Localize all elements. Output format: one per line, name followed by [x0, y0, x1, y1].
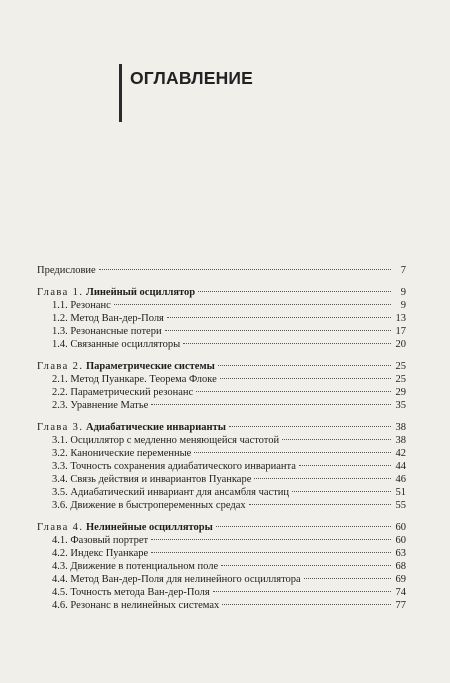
toc-page-number: 13: [395, 313, 406, 324]
toc-page-number: 74: [395, 587, 406, 598]
toc-section-label: 4.4. Метод Ван-дер-Поля для нелинейного осциллятора: [52, 574, 301, 585]
toc-section-label: 3.1. Осциллятор с медленно меняющейся частотой: [52, 435, 280, 446]
toc-page-number: 9: [400, 300, 406, 311]
chapter-title: Параметрические системы: [86, 361, 215, 372]
toc-section-label: 2.1. Метод Пуанкаре. Теорема Флоке: [52, 374, 217, 385]
toc-page-number: 68: [395, 561, 406, 572]
toc-section[interactable]: [37, 338, 406, 351]
toc-section-label: 2.2. Параметрический резонанс: [52, 387, 194, 398]
chapter-spacer: [37, 277, 406, 286]
toc-entry-preface[interactable]: [37, 264, 406, 277]
toc-page-number: 69: [395, 574, 406, 585]
toc-section-label: 2.3. Уравнение Матье: [52, 400, 149, 411]
toc-section[interactable]: [37, 586, 406, 599]
toc-section-label: 4.2. Индекс Пуанкаре: [52, 548, 149, 559]
dot-leader: [254, 478, 391, 479]
toc-chapter-4[interactable]: [37, 521, 406, 534]
toc-page-number: 38: [395, 435, 406, 446]
toc-section[interactable]: [37, 325, 406, 338]
toc-section-label: 4.5. Точность метода Ван-дер-Поля: [52, 587, 210, 598]
chapter-number: Глава 2.: [37, 361, 84, 372]
dot-leader: [221, 565, 391, 566]
toc-page-number: 60: [395, 535, 406, 546]
dot-leader: [151, 539, 391, 540]
dot-leader: [194, 452, 391, 453]
dot-leader: [151, 404, 391, 405]
chapter-title: Линейный осциллятор: [86, 287, 196, 298]
toc-page-number: 25: [395, 374, 406, 385]
toc-page-number: 20: [395, 339, 406, 350]
toc-page-number: 60: [395, 522, 406, 533]
toc-section[interactable]: [37, 560, 406, 573]
toc-section-label: 3.2. Канонические переменные: [52, 448, 192, 459]
toc-page-number: 9: [400, 287, 406, 298]
dot-leader: [222, 604, 391, 605]
toc-section-label: 4.3. Движение в потенциальном поле: [52, 561, 219, 572]
toc-section[interactable]: [37, 460, 406, 473]
toc-section[interactable]: [37, 399, 406, 412]
dot-leader: [216, 526, 391, 527]
dot-leader: [213, 591, 391, 592]
toc-section-label: 4.1. Фазовый портрет: [52, 535, 149, 546]
toc-section[interactable]: [37, 534, 406, 547]
dot-leader: [165, 330, 391, 331]
chapter-title: Нелинейные осцилляторы: [86, 522, 213, 533]
toc-entry-label: Предисловие: [37, 265, 96, 276]
dot-leader: [99, 269, 391, 270]
toc-section[interactable]: [37, 447, 406, 460]
toc-section-label: 1.3. Резонансные потери: [52, 326, 162, 337]
toc-chapter-1[interactable]: [37, 286, 406, 299]
toc-page-number: 25: [395, 361, 406, 372]
toc-section-label: 1.4. Связанные осцилляторы: [52, 339, 181, 350]
toc-section[interactable]: [37, 573, 406, 586]
toc-section-label: 3.6. Движение в быстропеременных средах: [52, 500, 246, 511]
toc-chapter-label: [37, 360, 215, 373]
toc-page-number: 35: [395, 400, 406, 411]
toc-page-number: 63: [395, 548, 406, 559]
dot-leader: [282, 439, 391, 440]
toc-page-number: 77: [395, 600, 406, 611]
toc-page-number: 55: [395, 500, 406, 511]
dot-leader: [220, 378, 391, 379]
toc-section[interactable]: [37, 599, 406, 612]
toc-page-number: 17: [395, 326, 406, 337]
toc-section[interactable]: [37, 486, 406, 499]
dot-leader: [151, 552, 391, 553]
chapter-number: Глава 4.: [37, 522, 84, 533]
dot-leader: [198, 291, 391, 292]
dot-leader: [196, 391, 391, 392]
toc-section[interactable]: [37, 386, 406, 399]
dot-leader: [249, 504, 391, 505]
toc-section-label: 1.1. Резонанс: [52, 300, 111, 311]
toc-section-label: 1.2. Метод Ван-дер-Поля: [52, 313, 164, 324]
toc-section[interactable]: [37, 312, 406, 325]
toc-chapter-3[interactable]: [37, 421, 406, 434]
chapter-title: Адиабатические инварианты: [86, 422, 226, 433]
toc-page-number: 38: [395, 422, 406, 433]
toc-chapter-label: [37, 421, 226, 434]
toc-page-number: 42: [395, 448, 406, 459]
toc-section[interactable]: [37, 299, 406, 312]
toc-page-number: 29: [395, 387, 406, 398]
toc-page-number: 46: [395, 474, 406, 485]
dot-leader: [114, 304, 391, 305]
toc-chapter-2[interactable]: [37, 360, 406, 373]
toc-section[interactable]: [37, 473, 406, 486]
chapter-spacer: [37, 512, 406, 521]
toc-chapter-label: [37, 521, 213, 534]
dot-leader: [183, 343, 391, 344]
toc-chapter-label: [37, 286, 195, 299]
toc-section-label: 3.3. Точность сохранения адиабатического инварианта: [52, 461, 296, 472]
page-title: ОГЛАВЛЕНИЕ: [130, 68, 254, 88]
dot-leader: [299, 465, 391, 466]
dot-leader: [218, 365, 391, 366]
chapter-spacer: [37, 412, 406, 421]
toc-section-label: 4.6. Резонанс в нелинейных системах: [52, 600, 220, 611]
chapter-number: Глава 3.: [37, 422, 84, 433]
toc-section[interactable]: [37, 547, 406, 560]
dot-leader: [292, 491, 391, 492]
chapter-spacer: [37, 351, 406, 360]
dot-leader: [167, 317, 391, 318]
dot-leader: [304, 578, 391, 579]
toc-section[interactable]: [37, 373, 406, 386]
toc-page-number: 44: [395, 461, 406, 472]
toc-section-label: 3.4. Связь действия и инвариантов Пуанкаре: [52, 474, 252, 485]
chapter-list: [37, 277, 406, 612]
table-of-contents: [37, 264, 406, 612]
toc-page-number: 51: [395, 487, 406, 498]
toc-section-label: 3.5. Адиабатический инвариант для ансамбля частиц: [52, 487, 290, 498]
toc-section[interactable]: [37, 499, 406, 512]
dot-leader: [229, 426, 391, 427]
heading-rule: [119, 64, 122, 122]
toc-section[interactable]: [37, 434, 406, 447]
chapter-number: Глава 1.: [37, 287, 84, 298]
toc-page-number: 7: [400, 265, 406, 276]
